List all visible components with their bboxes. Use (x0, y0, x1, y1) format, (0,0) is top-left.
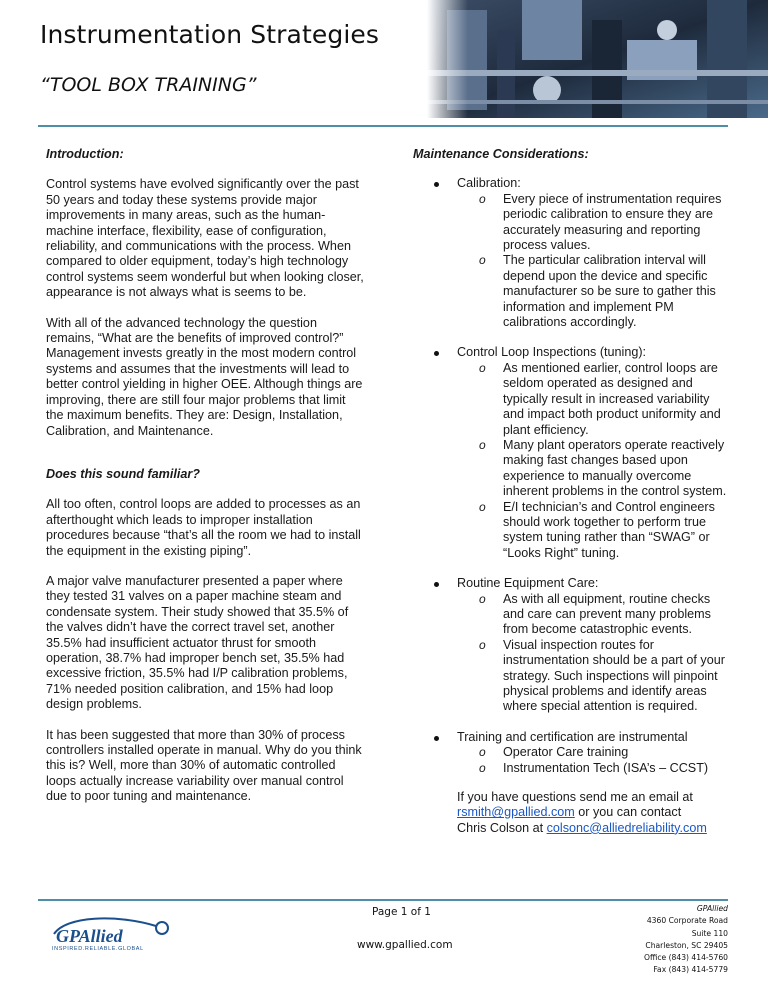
gpallied-logo (46, 912, 176, 952)
familiar-paragraph-1: All too often, control loops are added to processes as an afterthought which leads to improper installation procedures because “that’s all the room we had to install the equipment in the existing piping”. (46, 497, 361, 558)
contact-line-1: If you have questions send me an email at (457, 790, 693, 805)
bullet-control-loop-inspections (413, 345, 733, 561)
circle-bullet-icon: o (479, 637, 486, 652)
sub-item (457, 438, 733, 500)
sub-item-text: Every piece of instrumentation requires periodic calibration to ensure they are accurately measuring and reporting process values. (503, 191, 722, 253)
bullet-dot-icon (434, 351, 439, 356)
circle-bullet-icon: o (479, 437, 486, 452)
bullet-title: Training and certification are instrumental (457, 729, 688, 744)
bullet-title: Routine Equipment Care: (457, 576, 599, 591)
left-column (46, 147, 366, 820)
sub-item (457, 253, 733, 330)
bullet-dot-icon (434, 182, 439, 187)
sub-item-text: As with all equipment, routine checks and care can prevent many problems from become catastrophic events. (503, 591, 711, 637)
circle-bullet-icon: o (479, 591, 486, 606)
logo-ring (156, 922, 168, 934)
address-suite: Suite 110 (691, 928, 728, 938)
bullet-training-certification (413, 730, 733, 776)
sub-item (457, 361, 733, 438)
introduction-heading: Introduction: (46, 147, 124, 161)
familiar-paragraph-2: A major valve manufacturer presented a paper where they tested 31 valves on a paper machine steam and condensate system. Their study showed that 35.5% of the valves didn’t have the correct travel set, another 35.5% had insufficient actuator thrust for smooth operation, 38.7% had improper bench set, 35.5% had excessive friction, 35.5% had I/P calibration problems, 71% needed position calibration, and 15% had loop design problems. (46, 573, 349, 712)
sub-item (457, 592, 733, 638)
circle-bullet-icon: o (479, 191, 486, 206)
familiar-heading: Does this sound familiar? (46, 466, 200, 481)
gpallied-logo-graphic (46, 912, 176, 952)
address-fax: Fax (843) 414-5779 (653, 965, 728, 975)
document-title: Instrumentation Strategies (40, 20, 379, 49)
sub-item-text: Visual inspection routes for instrumentation should be a part of your strategy. Such inspections will pinpoint physical problems and identify areas where special attention is required. (503, 637, 725, 714)
footer-divider (38, 899, 728, 901)
page-number: Page 1 of 1 (372, 906, 431, 918)
maintenance-heading: Maintenance Considerations: (413, 147, 589, 161)
bullet-dot-icon (434, 736, 439, 741)
sub-item-text: Instrumentation Tech (ISA’s – CCST) (503, 760, 709, 775)
logo-wordmark: GPAllied (56, 926, 123, 946)
bullet-title: Control Loop Inspections (tuning): (457, 345, 647, 360)
website-url[interactable]: www.gpallied.com (357, 939, 453, 951)
sub-item-text: The particular calibration interval will depend upon the device and specific manufacturer so be sure to gather this information and implement PM calibrations accordingly. (503, 253, 716, 330)
circle-bullet-icon: o (479, 745, 486, 760)
email-link-colsonc[interactable]: colsonc@alliedreliability.com (546, 820, 707, 835)
familiar-paragraph-3: It has been suggested that more than 30% of process controllers installed operate in manual. Why do you think this is? Well, more than 30% of automatic controlled loops actually increase variability over manual control due to poor tuning and maintenance. (46, 727, 362, 804)
circle-bullet-icon: o (479, 253, 486, 268)
company-address (644, 903, 728, 977)
logo-tagline: INSPIRED.RELIABLE.GLOBAL (52, 946, 144, 952)
circle-bullet-icon: o (479, 760, 486, 775)
contact-block (413, 790, 733, 836)
sub-item-text: Operator Care training (503, 745, 629, 760)
circle-bullet-icon: o (479, 360, 486, 375)
sub-item (457, 500, 733, 562)
introduction-paragraph-2: With all of the advanced technology the question remains, “What are the benefits of improved control?” Management invests greatly in the most modern control systems and assumes that the investments will lead to better control yielding in higher OEE. Although things are improving, there are still four major problems that limit the maximum benefits. They are: Design, Installation, Calibration, and Maintenance. (46, 315, 363, 438)
sub-item (457, 745, 733, 760)
contact-mid-text: or you can contact (574, 805, 682, 820)
sub-item-text: Many plant operators operate reactively making fast changes based upon experience to manually overcome inherent problems in the control system. (503, 437, 727, 499)
address-company: GPAllied (696, 904, 728, 913)
sub-item (457, 192, 733, 254)
sub-item-text: As mentioned earlier, control loops are seldom operated as designed and typically result in increased variability and impact both product uniformity and plant efficiency. (503, 360, 721, 437)
email-link-rsmith[interactable]: rsmith@gpallied.com (457, 805, 575, 820)
contact-name-text: Chris Colson at (457, 820, 547, 835)
bullet-title: Calibration: (457, 176, 521, 191)
right-column (413, 147, 733, 836)
contact-line-3 (457, 821, 733, 836)
circle-bullet-icon: o (479, 499, 486, 514)
bullet-calibration (413, 176, 733, 330)
industrial-plant-photo (427, 0, 768, 118)
contact-line-2 (457, 805, 733, 820)
address-street: 4360 Corporate Road (646, 916, 728, 926)
document-subtitle: “TOOL BOX TRAINING” (40, 74, 257, 96)
sub-item-text: E/I technician’s and Control engineers should work together to perform true system tuning rather than “SWAG” or “Looks Right” tuning. (503, 499, 715, 560)
header-divider (38, 125, 728, 127)
sub-item (457, 638, 733, 715)
sub-item (457, 761, 733, 776)
introduction-paragraph-1: Control systems have evolved significantly over the past 50 years and today these systems provide major improvements in many areas, such as the human-machine interface, flexibility, ease of configuration, reliability, and communications with the process. When compared to older equipment, today’s high technology control systems seem wonderful but when looking closer, appearance is not always what is seems to be. (46, 177, 364, 300)
bullet-dot-icon (434, 582, 439, 587)
bullet-routine-equipment-care (413, 576, 733, 715)
address-city: Charleston, SC 29405 (645, 940, 728, 950)
address-office-phone: Office (843) 414-5760 (644, 953, 728, 963)
header-photo-industrial-plant (427, 0, 768, 118)
